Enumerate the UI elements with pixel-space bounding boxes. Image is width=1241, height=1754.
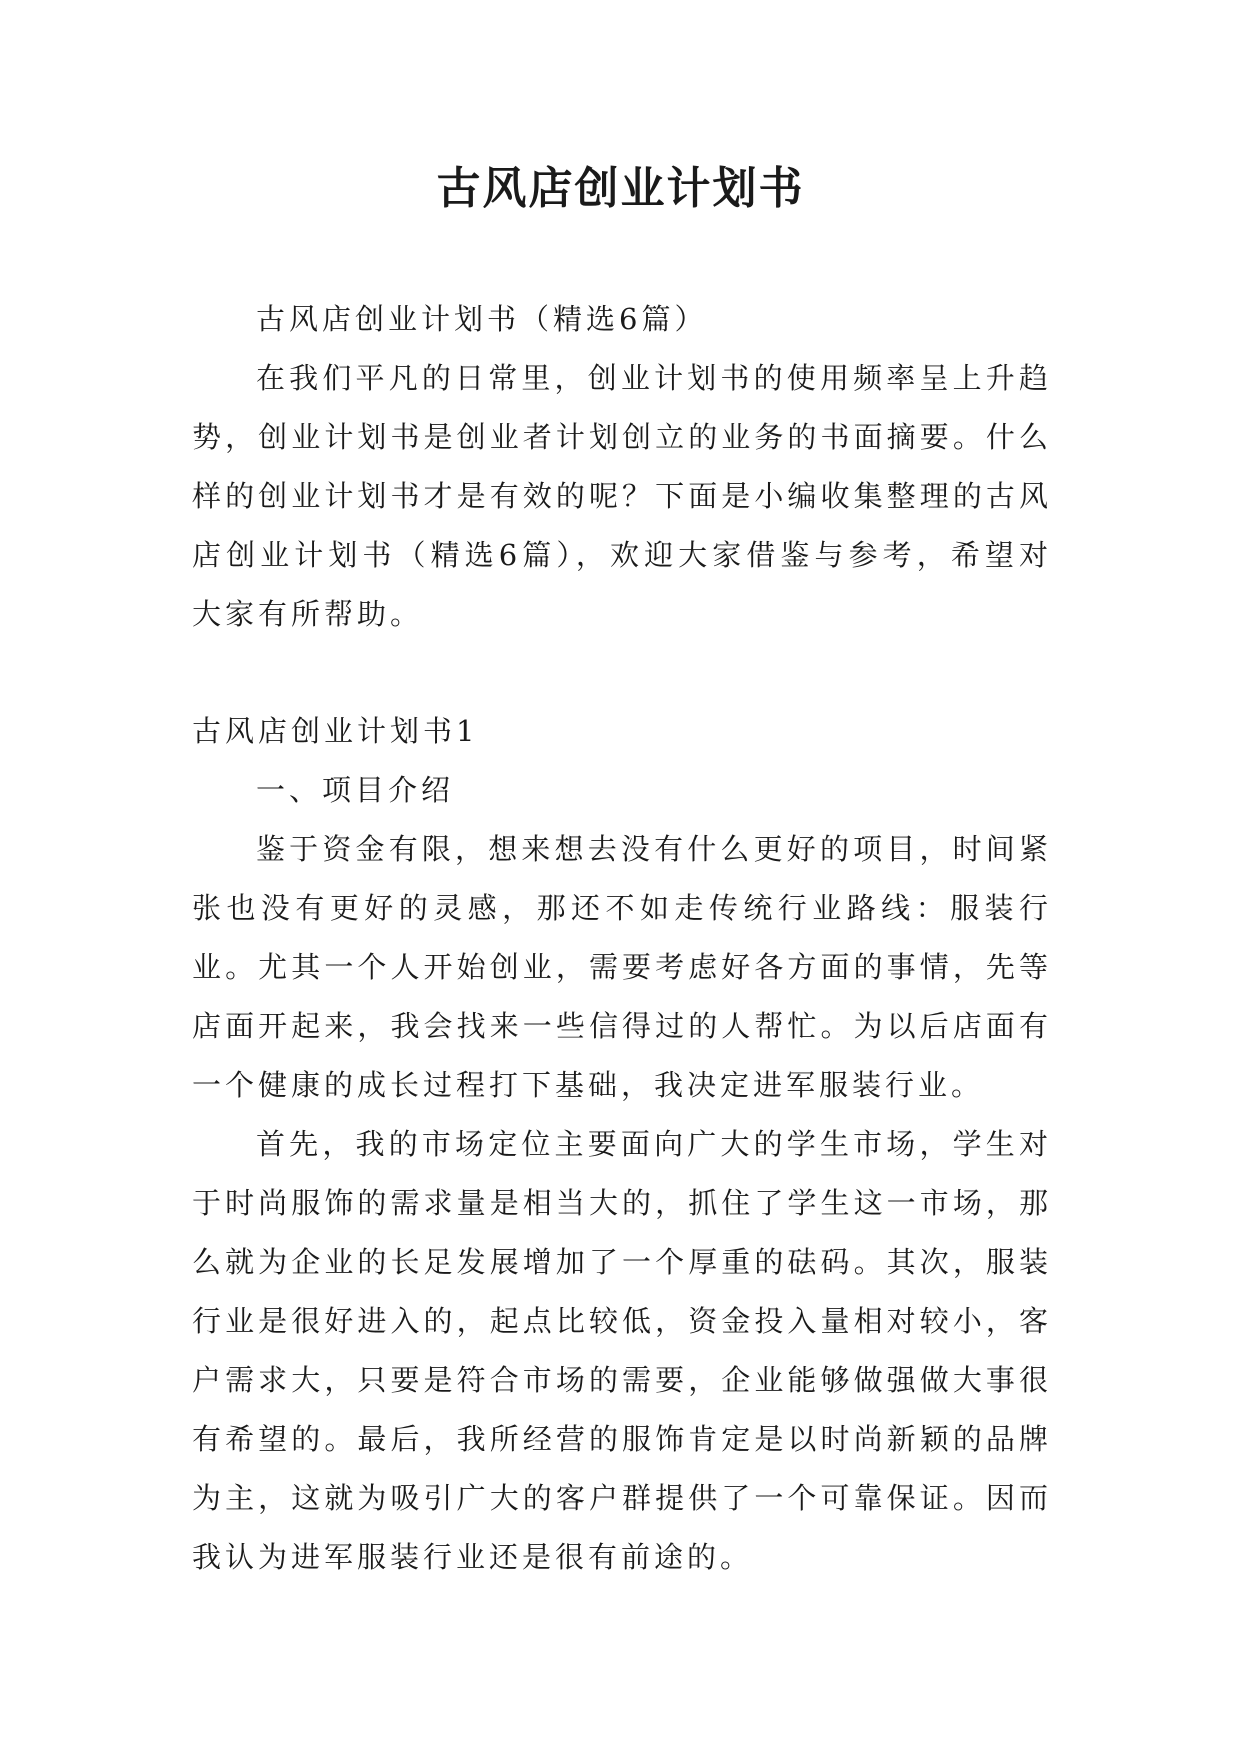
section-heading: 一、项目介绍 — [256, 773, 455, 807]
document-body — [192, 290, 1052, 1587]
intro-paragraph: 在我们平凡的日常里，创业计划书的使用频率呈上升趋势，创业计划书是创业者计划创立的业务的书面摘要。什么样的创业计划书才是有效的呢？下面是小编收集整理的古风店创业计划书（精选6篇），欢迎大家借鉴与参考，希望对大家有所帮助。 — [192, 361, 1052, 631]
body-paragraph-1: 鉴于资金有限，想来想去没有什么更好的项目，时间紧张也没有更好的灵感，那还不如走传统行业路线：服装行业。尤其一个人开始创业，需要考虑好各方面的事情，先等店面开起来，我会找来一些信得过的人帮忙。为以后店面有一个健康的成长过程打下基础，我决定进军服装行业。 — [192, 832, 1052, 1102]
section-spacer — [192, 644, 1052, 702]
section-title: 古风店创业计划书1 — [192, 714, 479, 748]
document-subtitle: 古风店创业计划书（精选6篇） — [256, 302, 708, 336]
body-paragraph-2: 首先，我的市场定位主要面向广大的学生市场，学生对于时尚服饰的需求量是相当大的，抓住了学生这一市场，那么就为企业的长足发展增加了一个厚重的砝码。其次，服装行业是很好进入的，起点比较低，资金投入量相对较小，客户需求大，只要是符合市场的需要，企业能够做强做大事很有希望的。最后，我所经营的服饰肯定是以时尚新颖的品牌为主，这就为吸引广大的客户群提供了一个可靠保证。因而我认为进军服装行业还是很有前途的。 — [192, 1127, 1052, 1574]
document-title: 古风店创业计划书 — [436, 163, 805, 214]
